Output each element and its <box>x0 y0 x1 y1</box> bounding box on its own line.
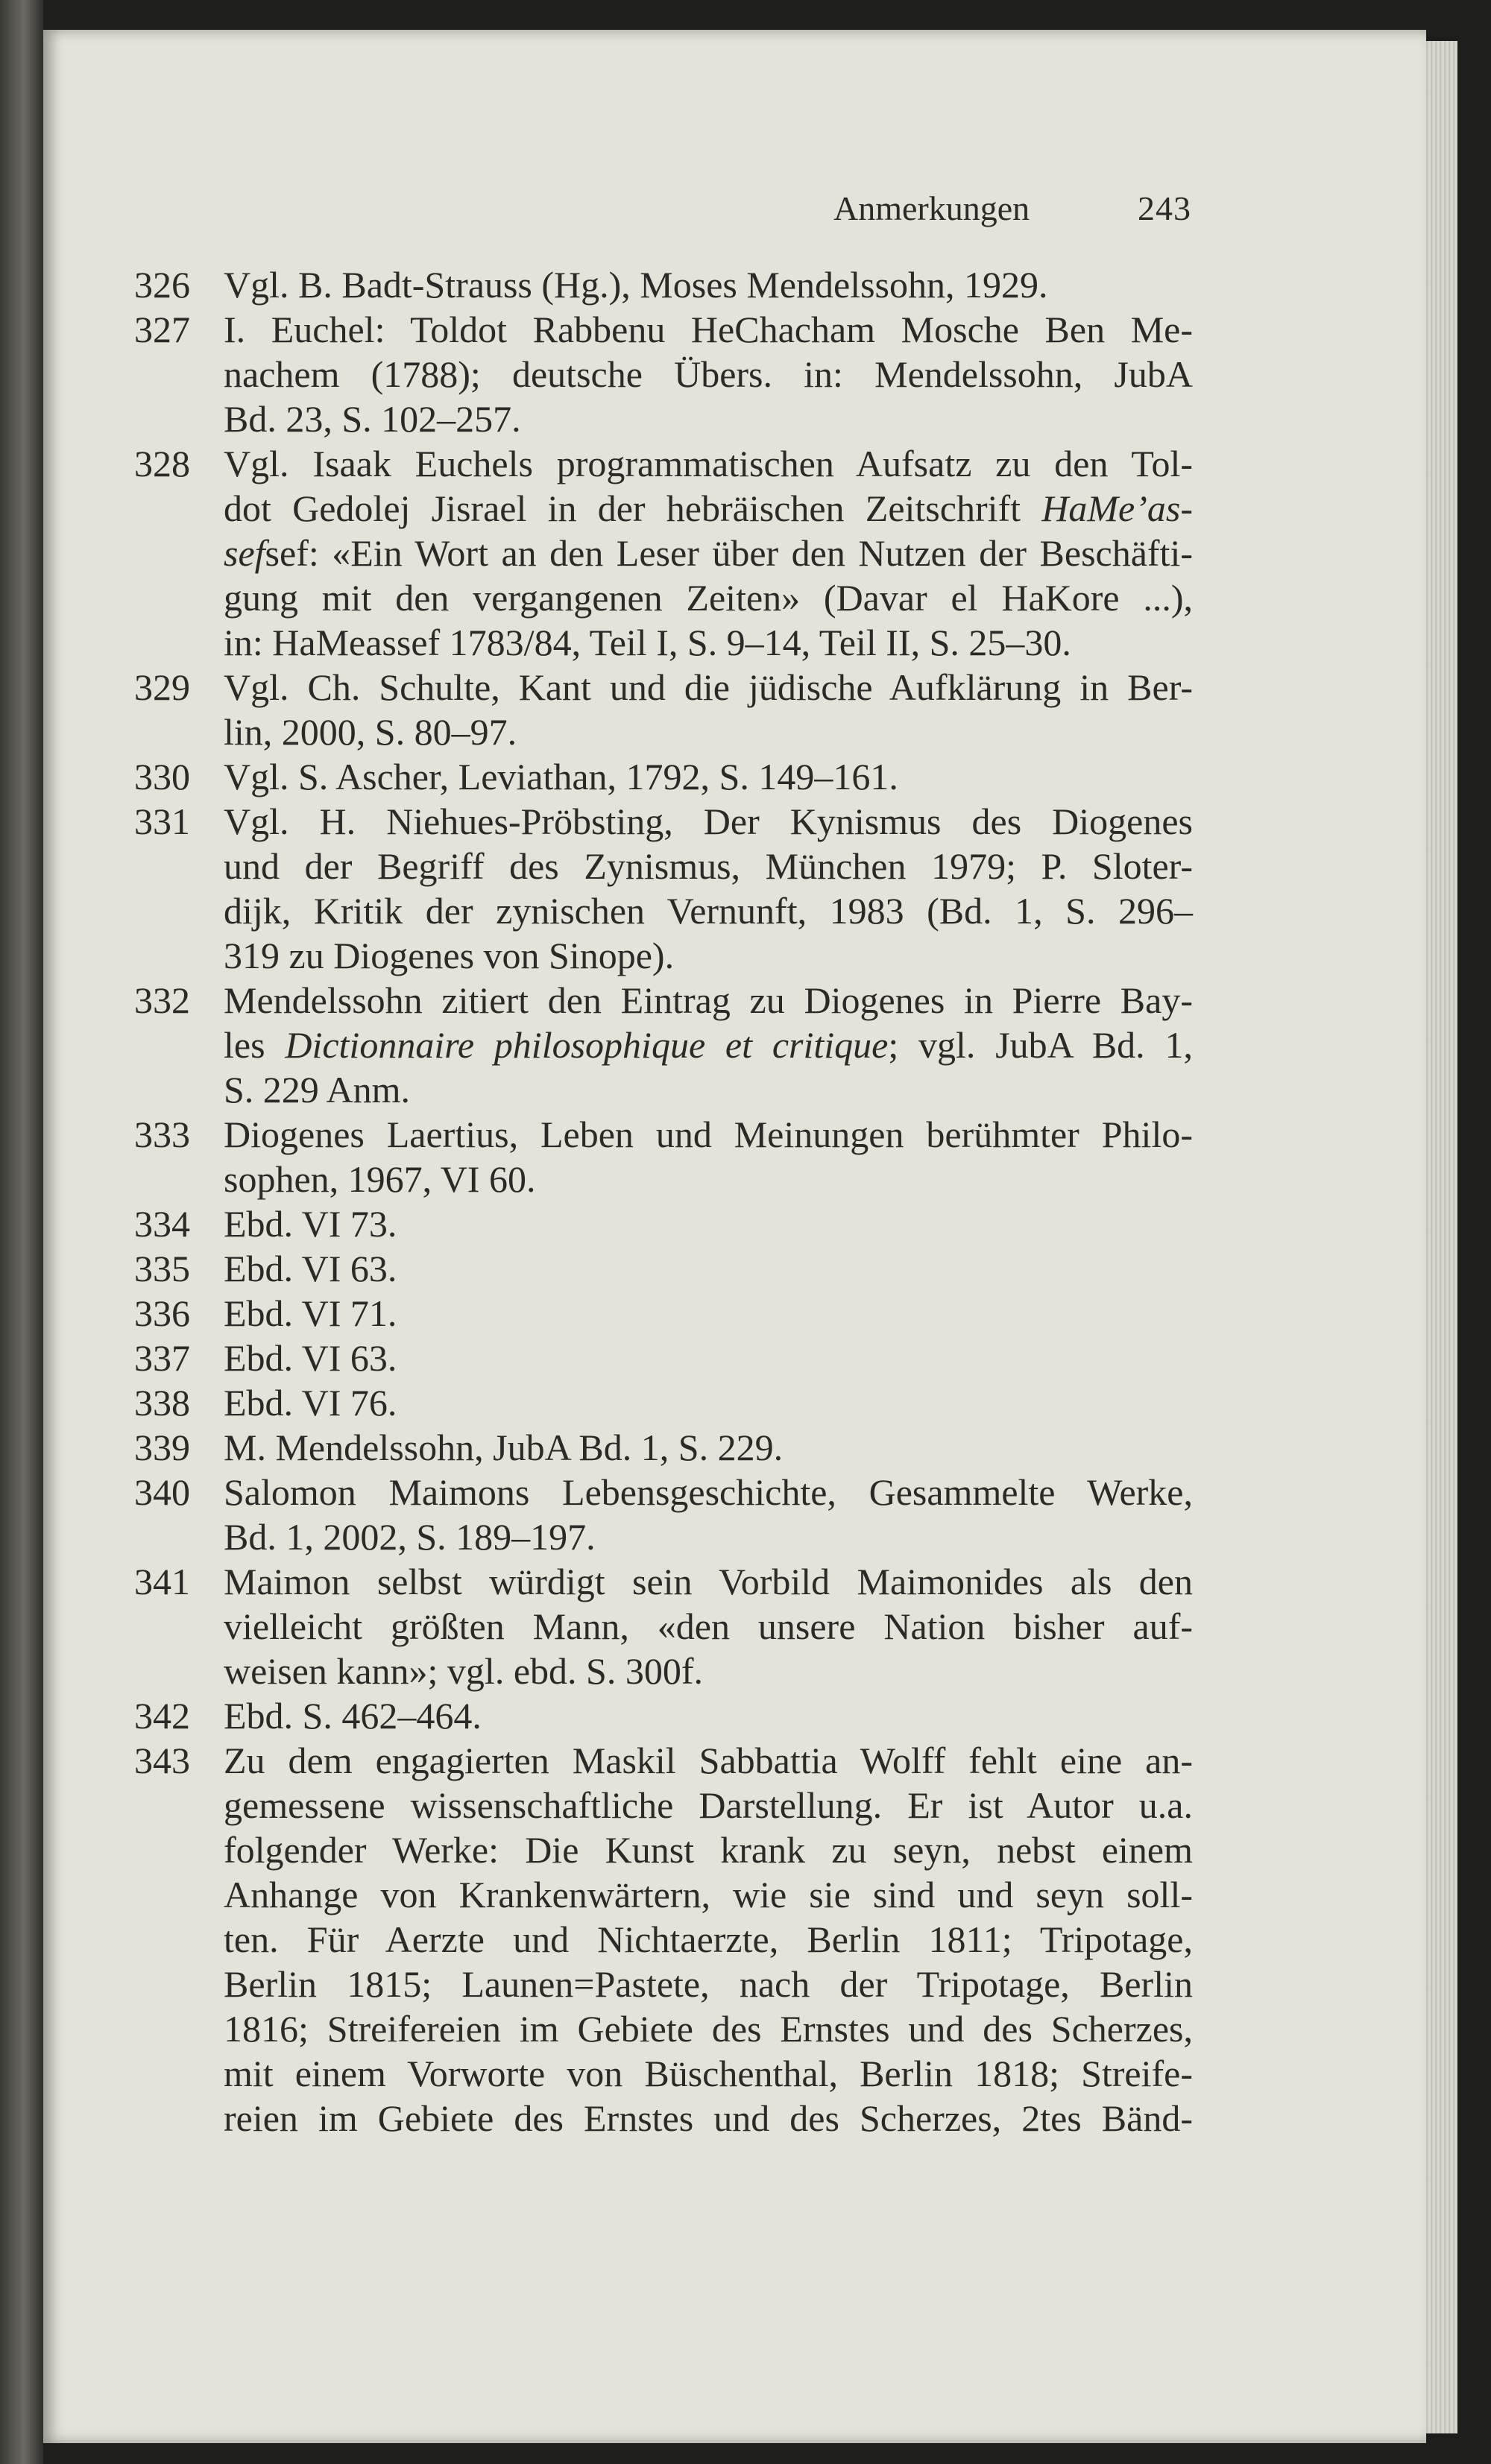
endnote-text-run: ; vgl. JubA Bd. 1, <box>888 1024 1193 1066</box>
endnote-line: lin, 2000, S. 80–97. <box>224 711 517 753</box>
endnote-line: in: HaMeassef 1783/84, Teil I, S. 9–14, Teil II, S. 25–30. <box>224 622 1071 663</box>
endnote-number: 342 <box>134 1695 190 1737</box>
endnote-line: mit einem Vorworte von Büschenthal, Berlin 1818; Streife- <box>224 2053 1193 2094</box>
endnote-number: 328 <box>134 443 190 484</box>
running-title: Anmerkungen <box>833 189 1030 227</box>
endnotes-list <box>134 262 1193 2141</box>
endnote-text <box>224 1425 1193 1470</box>
endnote-line: Bd. 1, 2002, S. 189–197. <box>224 1516 596 1558</box>
endnote <box>134 1380 1193 1425</box>
endnote-line: Zu dem engagierten Maskil Sabbattia Wolff fehlt eine an- <box>224 1740 1193 1781</box>
endnote <box>134 1738 1193 2141</box>
endnote <box>134 1336 1193 1380</box>
endnote-text <box>224 1380 1193 1425</box>
endnote-line: gung mit den vergangenen Zeiten» (Davar el HaKore ...), <box>224 577 1193 619</box>
endnote-line: Bd. 23, S. 102–257. <box>224 398 521 440</box>
endnote-line: Vgl. H. Niehues-Pröbsting, Der Kynismus des Diogenes <box>224 800 1193 842</box>
endnote-text <box>224 1559 1193 1693</box>
endnote-number: 343 <box>134 1740 190 1781</box>
endnote <box>134 754 1193 799</box>
endnote-line <box>224 1023 1193 1067</box>
endnote-line: Ebd. VI 63. <box>224 1248 397 1289</box>
endnote-line: Maimon selbst würdigt sein Vorbild Maimonides als den <box>224 1561 1193 1602</box>
endnote-line <box>224 486 1193 531</box>
endnote-line: Mendelssohn zitiert den Eintrag zu Diogenes in Pierre Bay- <box>224 979 1193 1021</box>
endnote-text <box>224 1693 1193 1738</box>
endnote-number: 341 <box>134 1561 190 1602</box>
endnote-text <box>224 665 1193 754</box>
endnote-text <box>224 262 1193 307</box>
endnote-line: Vgl. S. Ascher, Leviathan, 1792, S. 149–161. <box>224 756 898 797</box>
endnote-number: 336 <box>134 1292 190 1334</box>
endnote-number: 330 <box>134 756 190 797</box>
endnote-line: Diogenes Laertius, Leben und Meinungen berühmter Philo- <box>224 1113 1193 1155</box>
endnote <box>134 1291 1193 1336</box>
endnote <box>134 978 1193 1112</box>
endnote <box>134 1112 1193 1201</box>
endnote-line: folgender Werke: Die Kunst krank zu seyn, nebst einem <box>224 1829 1193 1871</box>
endnote-line: Ebd. VI 73. <box>224 1203 397 1245</box>
endnote <box>134 1470 1193 1559</box>
endnote-line: 1816; Streifereien im Gebiete des Ernstes und des Scherzes, <box>224 2008 1193 2050</box>
endnote-number: 339 <box>134 1427 190 1468</box>
endnote-number: 333 <box>134 1113 190 1155</box>
endnote-line: gemessene wissenschaftliche Darstellung. Er ist Autor u.a. <box>224 1784 1193 1826</box>
endnote-text <box>224 1291 1193 1336</box>
endnote-line: ten. Für Aerzte und Nichtaerzte, Berlin 1811; Tripotage, <box>224 1918 1193 1960</box>
endnote-line: reien im Gebiete des Ernstes und des Scherzes, 2tes Bänd- <box>224 2097 1193 2139</box>
endnote <box>134 1559 1193 1693</box>
endnote-line: S. 229 Anm. <box>224 1069 411 1111</box>
endnote-number: 340 <box>134 1471 190 1513</box>
endnote <box>134 262 1193 307</box>
page-number: 243 <box>1138 189 1191 227</box>
endnote-line: Berlin 1815; Launen=Pastete, nach der Tripotage, Berlin <box>224 1963 1193 2005</box>
endnote-line: weisen kann»; vgl. ebd. S. 300f. <box>224 1650 703 1692</box>
endnote-line: Salomon Maimons Lebensgeschichte, Gesammelte Werke, <box>224 1471 1193 1513</box>
endnote-line: Vgl. Isaak Euchels programmatischen Aufsatz zu den Tol- <box>224 443 1193 484</box>
endnote-text <box>224 1336 1193 1380</box>
endnote-number: 335 <box>134 1248 190 1289</box>
endnote-line: 319 zu Diogenes von Sinope). <box>224 935 675 976</box>
endnote-line: und der Begriff des Zynismus, München 1979; P. Sloter- <box>224 845 1193 887</box>
endnote-number: 338 <box>134 1382 190 1424</box>
endnote-number: 329 <box>134 666 190 708</box>
endnote-line: Ebd. VI 71. <box>224 1292 397 1334</box>
book-title-italic: Dictionnaire philosophique et critique <box>285 1024 889 1066</box>
endnote <box>134 799 1193 978</box>
endnote-number: 327 <box>134 309 190 350</box>
endnote-text <box>224 754 1193 799</box>
endnote-line: M. Mendelssohn, JubA Bd. 1, S. 229. <box>224 1427 784 1468</box>
endnote-text <box>224 1201 1193 1246</box>
previous-page-edge <box>0 0 43 2464</box>
endnote <box>134 441 1193 665</box>
journal-title-italic: HaMe’as- <box>1041 487 1193 529</box>
endnote-text-run: sef: «Ein Wort an den Leser über den Nutzen der Beschäfti- <box>265 532 1193 574</box>
endnote-line: Ebd. S. 462–464. <box>224 1695 482 1737</box>
endnote-text-run: dot Gedolej Jisrael in der hebräischen Zeitschrift <box>224 487 1042 529</box>
endnote <box>134 1693 1193 1738</box>
endnote-line: I. Euchel: Toldot Rabbenu HeChacham Mosche Ben Me- <box>224 309 1193 350</box>
endnote-number: 326 <box>134 264 190 306</box>
endnote-text-run: les <box>224 1024 286 1066</box>
endnote-line: vielleicht größten Mann, «den unsere Nation bisher auf- <box>224 1605 1193 1647</box>
endnote-line <box>224 531 1193 575</box>
endnote-text <box>224 799 1193 978</box>
endnote <box>134 665 1193 754</box>
endnote <box>134 1246 1193 1291</box>
endnote-text <box>224 1112 1193 1201</box>
running-header <box>833 189 1191 241</box>
endnote-line: Ebd. VI 76. <box>224 1382 397 1424</box>
endnote-line: Ebd. VI 63. <box>224 1337 397 1379</box>
endnote-number: 337 <box>134 1337 190 1379</box>
endnote-line: Anhange von Krankenwärtern, wie sie sind und seyn soll- <box>224 1874 1193 1915</box>
endnote-text <box>224 978 1193 1112</box>
endnote-number: 331 <box>134 800 190 842</box>
endnote-line: nachem (1788); deutsche Übers. in: Mendelssohn, JubA <box>224 353 1193 395</box>
endnote <box>134 1425 1193 1470</box>
endnote-text <box>224 307 1193 441</box>
journal-title-italic: sef <box>224 532 265 574</box>
endnote-text <box>224 441 1193 665</box>
endnote-line: Vgl. Ch. Schulte, Kant und die jüdische Aufklärung in Ber- <box>224 666 1193 708</box>
endnote <box>134 1201 1193 1246</box>
endnote-number: 334 <box>134 1203 190 1245</box>
endnote <box>134 307 1193 441</box>
endnote-text <box>224 1246 1193 1291</box>
endnote-text <box>224 1738 1193 2141</box>
endnote-number: 332 <box>134 979 190 1021</box>
endnote-text <box>224 1470 1193 1559</box>
endnote-line: sophen, 1967, VI 60. <box>224 1158 536 1200</box>
endnote-line: Vgl. B. Badt-Strauss (Hg.), Moses Mendelssohn, 1929. <box>224 264 1048 306</box>
endnote-line: dijk, Kritik der zynischen Vernunft, 1983 (Bd. 1, S. 296– <box>224 890 1193 932</box>
